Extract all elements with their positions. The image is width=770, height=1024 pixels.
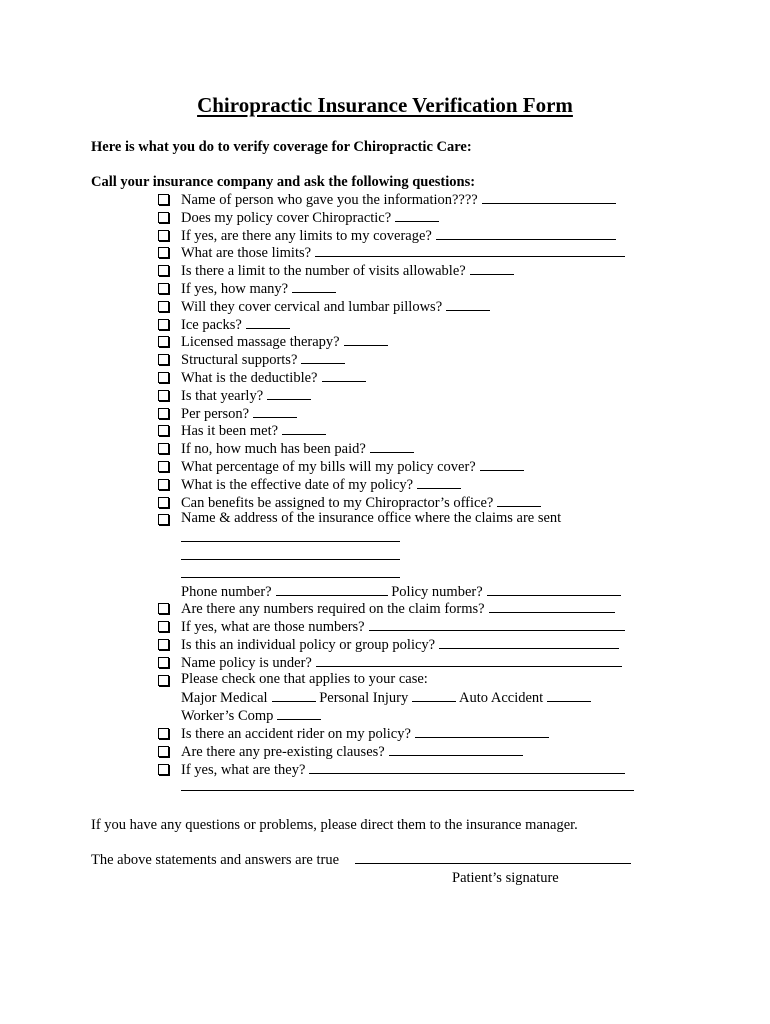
question-row: [158, 350, 678, 368]
checkbox[interactable]: [158, 283, 169, 294]
answer-blank[interactable]: [470, 261, 514, 275]
checkbox[interactable]: [158, 230, 169, 241]
question-text: If no, how much has been paid?: [181, 441, 366, 458]
checkbox[interactable]: [158, 603, 169, 614]
checkbox[interactable]: [158, 301, 169, 312]
question-text: Name & address of the insurance office where the claims are sent: [181, 510, 562, 527]
question-text: Can benefits be assigned to my Chiropractor’s office?: [181, 494, 494, 511]
question-row: [158, 315, 678, 333]
policy-number-label: Policy number?: [391, 583, 483, 600]
form-title: Chiropractic Insurance Verification Form: [197, 93, 573, 117]
question-text: What percentage of my bills will my policy cover?: [181, 458, 476, 475]
question-row: [158, 724, 678, 742]
checkbox[interactable]: [158, 514, 169, 525]
question-list: [158, 190, 678, 795]
answer-blank[interactable]: [322, 368, 366, 382]
extra-answer-row: [158, 777, 678, 795]
question-row: [158, 439, 678, 457]
question-text: If yes, are there any limits to my coverage?: [181, 227, 432, 244]
answer-blank[interactable]: [482, 190, 616, 204]
checkbox[interactable]: [158, 408, 169, 419]
question-row: [158, 599, 678, 617]
attestation-text: The above statements and answers are true: [91, 852, 340, 868]
signature-label: Patient’s signature: [452, 870, 559, 886]
checkbox[interactable]: [158, 425, 169, 436]
question-text: If yes, what are they?: [181, 761, 306, 778]
workers-comp-blank[interactable]: [277, 706, 321, 720]
policy-number-blank[interactable]: [487, 582, 621, 596]
answer-blank[interactable]: [369, 617, 625, 631]
question-text: Structural supports?: [181, 352, 298, 369]
question-row: [158, 386, 678, 404]
signature-line[interactable]: [355, 863, 631, 864]
checkbox[interactable]: [158, 728, 169, 739]
question-text: Has it been met?: [181, 423, 279, 440]
answer-blank[interactable]: [267, 386, 311, 400]
checkbox[interactable]: [158, 479, 169, 490]
checkbox[interactable]: [158, 390, 169, 401]
extra-answer-line[interactable]: [181, 777, 634, 791]
question-text: Is there a limit to the number of visits allowable?: [181, 263, 466, 280]
answer-blank[interactable]: [309, 760, 625, 774]
checkbox[interactable]: [158, 639, 169, 650]
address-line-row: [158, 528, 678, 546]
answer-blank[interactable]: [480, 457, 524, 471]
auto-accident-label: Auto Accident: [459, 690, 544, 707]
answer-blank[interactable]: [389, 742, 523, 756]
major-medical-blank[interactable]: [272, 688, 316, 702]
answer-blank[interactable]: [415, 724, 549, 738]
checkbox[interactable]: [158, 746, 169, 757]
address-line-row: [158, 564, 678, 582]
question-row: [158, 421, 678, 439]
question-text: Licensed massage therapy?: [181, 334, 340, 351]
checkbox[interactable]: [158, 657, 169, 668]
question-text: Ice packs?: [181, 316, 242, 333]
question-row: [158, 617, 678, 635]
answer-blank[interactable]: [344, 332, 388, 346]
question-text: What is the deductible?: [181, 369, 318, 386]
question-text: Are there any pre-existing clauses?: [181, 743, 385, 760]
checkbox[interactable]: [158, 675, 169, 686]
checkbox[interactable]: [158, 461, 169, 472]
question-text: Is that yearly?: [181, 387, 264, 404]
question-row: [158, 279, 678, 297]
question-row: [158, 493, 678, 511]
case-options-row: [158, 688, 678, 706]
checkbox[interactable]: [158, 497, 169, 508]
checkbox[interactable]: [158, 764, 169, 775]
question-row: [158, 368, 678, 386]
phone-blank[interactable]: [276, 582, 388, 596]
checkbox[interactable]: [158, 212, 169, 223]
checkbox[interactable]: [158, 194, 169, 205]
workers-comp-label: Worker’s Comp: [181, 708, 274, 725]
question-row: [158, 457, 678, 475]
answer-blank[interactable]: [282, 421, 326, 435]
question-row: [158, 297, 678, 315]
checkbox[interactable]: [158, 319, 169, 330]
answer-blank[interactable]: [315, 243, 625, 257]
address-line-1[interactable]: [181, 528, 400, 542]
checkbox[interactable]: [158, 265, 169, 276]
question-text: What is the effective date of my policy?: [181, 476, 414, 493]
checkbox[interactable]: [158, 247, 169, 258]
personal-injury-blank[interactable]: [412, 688, 456, 702]
question-text: What are those limits?: [181, 245, 312, 262]
major-medical-label: Major Medical: [181, 690, 268, 707]
answer-blank[interactable]: [301, 350, 345, 364]
phone-policy-row: [158, 582, 678, 600]
address-line-2[interactable]: [181, 546, 400, 560]
answer-blank[interactable]: [370, 439, 414, 453]
phone-label: Phone number?: [181, 583, 272, 600]
question-text: Please check one that applies to your case:: [181, 670, 428, 687]
question-text: If yes, how many?: [181, 280, 289, 297]
answer-blank[interactable]: [489, 599, 615, 613]
question-row: [158, 653, 678, 671]
answer-blank[interactable]: [395, 208, 439, 222]
case-options-row: [158, 706, 678, 724]
question-row: [158, 742, 678, 760]
question-row: [158, 475, 678, 493]
question-text: Does my policy cover Chiropractic?: [181, 209, 392, 226]
question-text: Are there any numbers required on the claim forms?: [181, 601, 485, 618]
question-text: If yes, what are those numbers?: [181, 619, 365, 636]
checkbox[interactable]: [158, 336, 169, 347]
answer-blank[interactable]: [446, 297, 490, 311]
question-row: [158, 635, 678, 653]
answer-blank[interactable]: [436, 226, 616, 240]
intro-text: Here is what you do to verify coverage for Chiropractic Care:: [91, 139, 472, 155]
question-text: Name policy is under?: [181, 654, 312, 671]
question-text: Will they cover cervical and lumbar pillows?: [181, 298, 443, 315]
answer-blank[interactable]: [246, 315, 290, 329]
question-text: Per person?: [181, 405, 250, 422]
answer-blank[interactable]: [439, 635, 619, 649]
question-row: [158, 190, 678, 208]
auto-accident-blank[interactable]: [547, 688, 591, 702]
question-text: Is there an accident rider on my policy?: [181, 725, 411, 742]
question-row: [158, 332, 678, 350]
question-text: Is this an individual policy or group policy?: [181, 636, 436, 653]
question-row: [158, 671, 678, 689]
question-row: [158, 404, 678, 422]
question-row: [158, 760, 678, 778]
answer-blank[interactable]: [417, 475, 461, 489]
checkbox[interactable]: [158, 354, 169, 365]
call-heading: Call your insurance company and ask the following questions:: [91, 174, 476, 190]
checkbox[interactable]: [158, 443, 169, 454]
answer-blank[interactable]: [316, 653, 622, 667]
checkbox[interactable]: [158, 372, 169, 383]
checkbox[interactable]: [158, 621, 169, 632]
questions-note: If you have any questions or problems, please direct them to the insurance manager.: [91, 817, 578, 833]
question-row: [158, 261, 678, 279]
address-line-row: [158, 546, 678, 564]
answer-blank[interactable]: [497, 493, 541, 507]
question-row: [158, 243, 678, 261]
address-line-3[interactable]: [181, 564, 400, 578]
personal-injury-label: Personal Injury: [319, 690, 409, 707]
answer-blank[interactable]: [292, 279, 336, 293]
question-row: [158, 510, 678, 528]
answer-blank[interactable]: [253, 404, 297, 418]
question-row: [158, 226, 678, 244]
question-text: Name of person who gave you the information????: [181, 192, 478, 208]
question-row: [158, 208, 678, 226]
